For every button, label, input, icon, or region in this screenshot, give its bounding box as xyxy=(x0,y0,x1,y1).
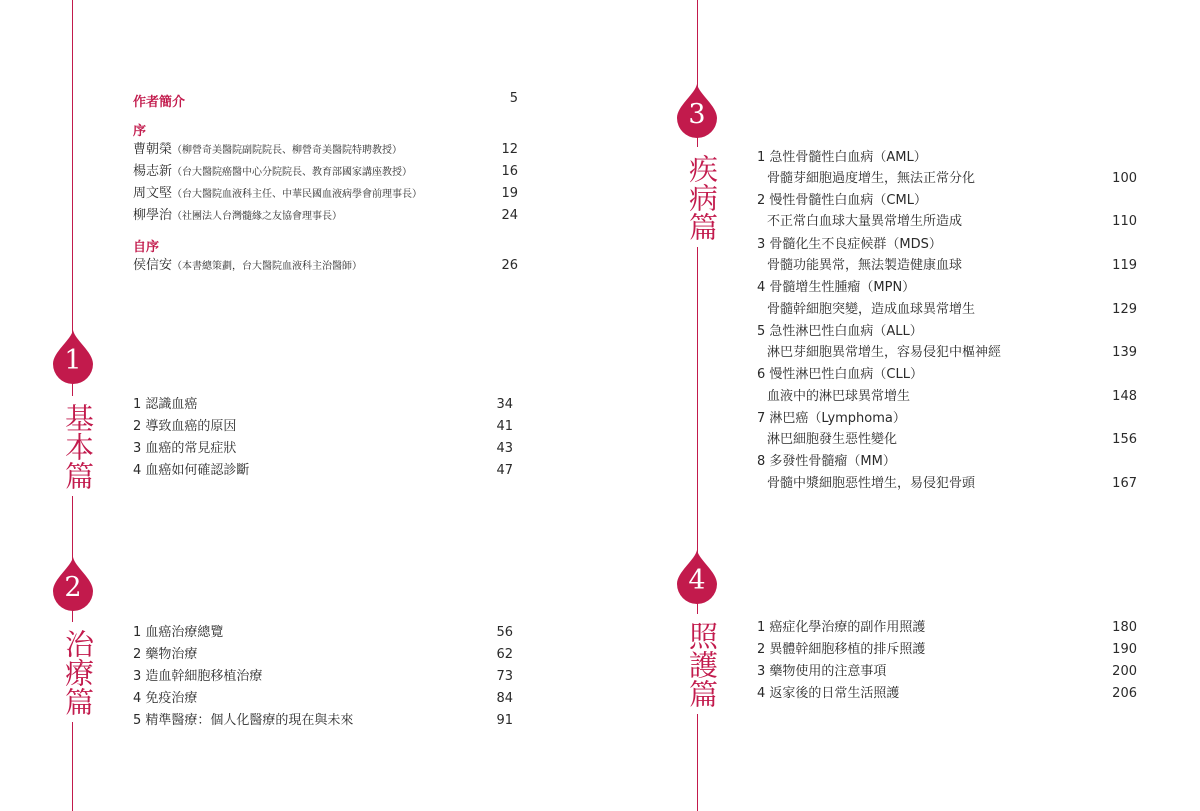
toc-entry[interactable] xyxy=(133,647,513,663)
toc-entry[interactable] xyxy=(757,237,1137,253)
toc-entry[interactable] xyxy=(757,150,1137,166)
part-number: 1 xyxy=(64,345,82,376)
entry-page: 24 xyxy=(501,208,518,223)
entry-page: 91 xyxy=(496,713,513,728)
part-3-badge xyxy=(677,84,717,138)
toc-entry[interactable] xyxy=(133,419,513,435)
entry-page: 129 xyxy=(1112,302,1137,317)
entry-page: 110 xyxy=(1112,214,1137,229)
toc-entry[interactable] xyxy=(757,664,1137,680)
entry-label: 1 癌症化學治療的副作用照護 xyxy=(757,620,926,635)
part-number: 3 xyxy=(688,99,706,130)
part-title: 治療篇 xyxy=(53,622,93,722)
entry-page: 19 xyxy=(501,186,518,201)
part-number: 4 xyxy=(688,565,706,596)
toc-entry[interactable] xyxy=(133,186,518,203)
entry-label: 5 精準醫療：個人化醫療的現在與未來 xyxy=(133,713,354,728)
entry-label: 2 異體幹細胞移植的排斥照護 xyxy=(757,642,926,657)
entry-label: 4 返家後的日常生活照護 xyxy=(757,686,900,701)
preface-heading: 序 xyxy=(133,124,147,139)
entry-sub: 淋巴芽細胞異常增生，容易侵犯中樞神經 xyxy=(767,345,1002,360)
toc-subentry[interactable] xyxy=(767,302,1137,318)
entry-page: 43 xyxy=(496,441,513,456)
entry-name: 柳學治 xyxy=(133,208,173,223)
toc-entry[interactable] xyxy=(133,142,518,159)
entry-label: 5 急性淋巴性白血病（ALL） xyxy=(757,324,923,339)
entry-sub: 骨髓幹細胞突變，造成血球異常增生 xyxy=(767,302,976,317)
toc-entry[interactable] xyxy=(133,625,513,641)
toc-entry[interactable] xyxy=(133,258,518,275)
entry-sub: 不正常白血球大量異常增生所造成 xyxy=(767,214,963,229)
entry-page: 16 xyxy=(501,164,518,179)
entry-page: 119 xyxy=(1112,258,1137,273)
entry-page: 180 xyxy=(1112,620,1137,635)
entry-page: 148 xyxy=(1112,389,1137,404)
entry-page: 84 xyxy=(496,691,513,706)
entry-note: （台大醫院血液科主任、中華民國血液病學會前理事長） xyxy=(172,189,423,200)
entry-label: 3 造血幹細胞移植治療 xyxy=(133,669,263,684)
part-title: 疾病篇 xyxy=(677,147,717,247)
toc-subentry[interactable] xyxy=(767,389,1137,405)
entry-label: 4 免疫治療 xyxy=(133,691,198,706)
toc-entry[interactable] xyxy=(133,713,513,729)
part-title: 基本篇 xyxy=(53,396,93,496)
entry-page: 41 xyxy=(496,419,513,434)
entry-page: 156 xyxy=(1112,432,1137,447)
part-number: 2 xyxy=(64,572,82,603)
entry-sub: 淋巴細胞發生惡性變化 xyxy=(767,432,898,447)
entry-page: 206 xyxy=(1112,686,1137,701)
toc-entry[interactable] xyxy=(757,280,1137,296)
entry-name: 曹朝榮 xyxy=(133,142,173,157)
part-4-badge xyxy=(677,550,717,604)
toc-subentry[interactable] xyxy=(767,476,1137,492)
entry-label: 3 血癌的常見症狀 xyxy=(133,441,237,456)
toc-subentry[interactable] xyxy=(767,432,1137,448)
toc-entry[interactable] xyxy=(757,411,1137,427)
toc-subentry[interactable] xyxy=(767,258,1137,274)
toc-entry[interactable] xyxy=(757,193,1137,209)
entry-label: 3 骨髓化生不良症候群（MDS） xyxy=(757,237,942,252)
entry-label: 4 骨髓增生性腫瘤（MPN） xyxy=(757,280,916,295)
entry-page: 73 xyxy=(496,669,513,684)
entry-sub: 骨髓中漿細胞惡性增生，易侵犯骨頭 xyxy=(767,476,976,491)
entry-page: 56 xyxy=(496,625,513,640)
entry-note: （社團法人台灣髓緣之友協會理事長） xyxy=(172,211,343,222)
entry-page: 12 xyxy=(501,142,518,157)
toc-entry[interactable] xyxy=(133,463,513,479)
entry-note: （台大醫院癌醫中心分院院長、教育部國家講座教授） xyxy=(172,167,413,178)
entry-note: （本書總策劃，台大醫院血液科主治醫師） xyxy=(172,261,363,272)
part-2-badge xyxy=(53,557,93,611)
entry-page: 139 xyxy=(1112,345,1137,360)
entry-sub: 骨髓功能異常，無法製造健康血球 xyxy=(767,258,963,273)
toc-entry[interactable] xyxy=(757,620,1137,636)
entry-label: 4 血癌如何確認診斷 xyxy=(133,463,250,478)
toc-subentry[interactable] xyxy=(767,345,1137,361)
entry-sub: 血液中的淋巴球異常增生 xyxy=(767,389,911,404)
author-intro-heading[interactable]: 作者簡介 xyxy=(133,95,186,110)
entry-label: 2 導致血癌的原因 xyxy=(133,419,237,434)
toc-subentry[interactable] xyxy=(767,171,1137,187)
toc-entry[interactable] xyxy=(757,686,1137,702)
entry-label: 7 淋巴癌（Lymphoma） xyxy=(757,411,906,426)
entry-page: 200 xyxy=(1112,664,1137,679)
part-title: 照護篇 xyxy=(677,614,717,714)
entry-label: 3 藥物使用的注意事項 xyxy=(757,664,887,679)
toc-entry[interactable] xyxy=(133,669,513,685)
entry-label: 1 認識血癌 xyxy=(133,397,198,412)
entry-label: 2 慢性骨髓性白血病（CML） xyxy=(757,193,927,208)
entry-page: 167 xyxy=(1112,476,1137,491)
toc-entry[interactable] xyxy=(757,454,1137,470)
entry-name: 侯信安 xyxy=(133,258,173,273)
entry-sub: 骨髓芽細胞過度增生，無法正常分化 xyxy=(767,171,976,186)
entry-label: 8 多發性骨髓瘤（MM） xyxy=(757,454,896,469)
toc-entry[interactable] xyxy=(133,397,513,413)
entry-page: 47 xyxy=(496,463,513,478)
toc-entry[interactable] xyxy=(133,691,513,707)
part-1-badge xyxy=(53,330,93,384)
entry-page: 100 xyxy=(1112,171,1137,186)
entry-label: 1 血癌治療總覽 xyxy=(133,625,224,640)
entry-note: （柳營奇美醫院副院院長、柳營奇美醫院特聘教授） xyxy=(172,145,403,156)
entry-page: 34 xyxy=(496,397,513,412)
self-preface-heading: 自序 xyxy=(133,240,160,255)
entry-page: 62 xyxy=(496,647,513,662)
toc-entry[interactable] xyxy=(133,441,513,457)
toc-entry[interactable] xyxy=(133,164,518,181)
entry-page: 26 xyxy=(501,258,518,273)
entry-page: 190 xyxy=(1112,642,1137,657)
entry-label: 1 急性骨髓性白血病（AML） xyxy=(757,150,927,165)
toc-entry[interactable] xyxy=(757,642,1137,658)
toc-subentry[interactable] xyxy=(767,214,1137,230)
toc-entry[interactable] xyxy=(757,367,1137,383)
entry-name: 楊志新 xyxy=(133,164,173,179)
toc-entry[interactable] xyxy=(133,208,518,225)
entry-label: 6 慢性淋巴性白血病（CLL） xyxy=(757,367,923,382)
toc-entry[interactable] xyxy=(757,324,1137,340)
entry-name: 周文堅 xyxy=(133,186,173,201)
entry-label: 2 藥物治療 xyxy=(133,647,198,662)
